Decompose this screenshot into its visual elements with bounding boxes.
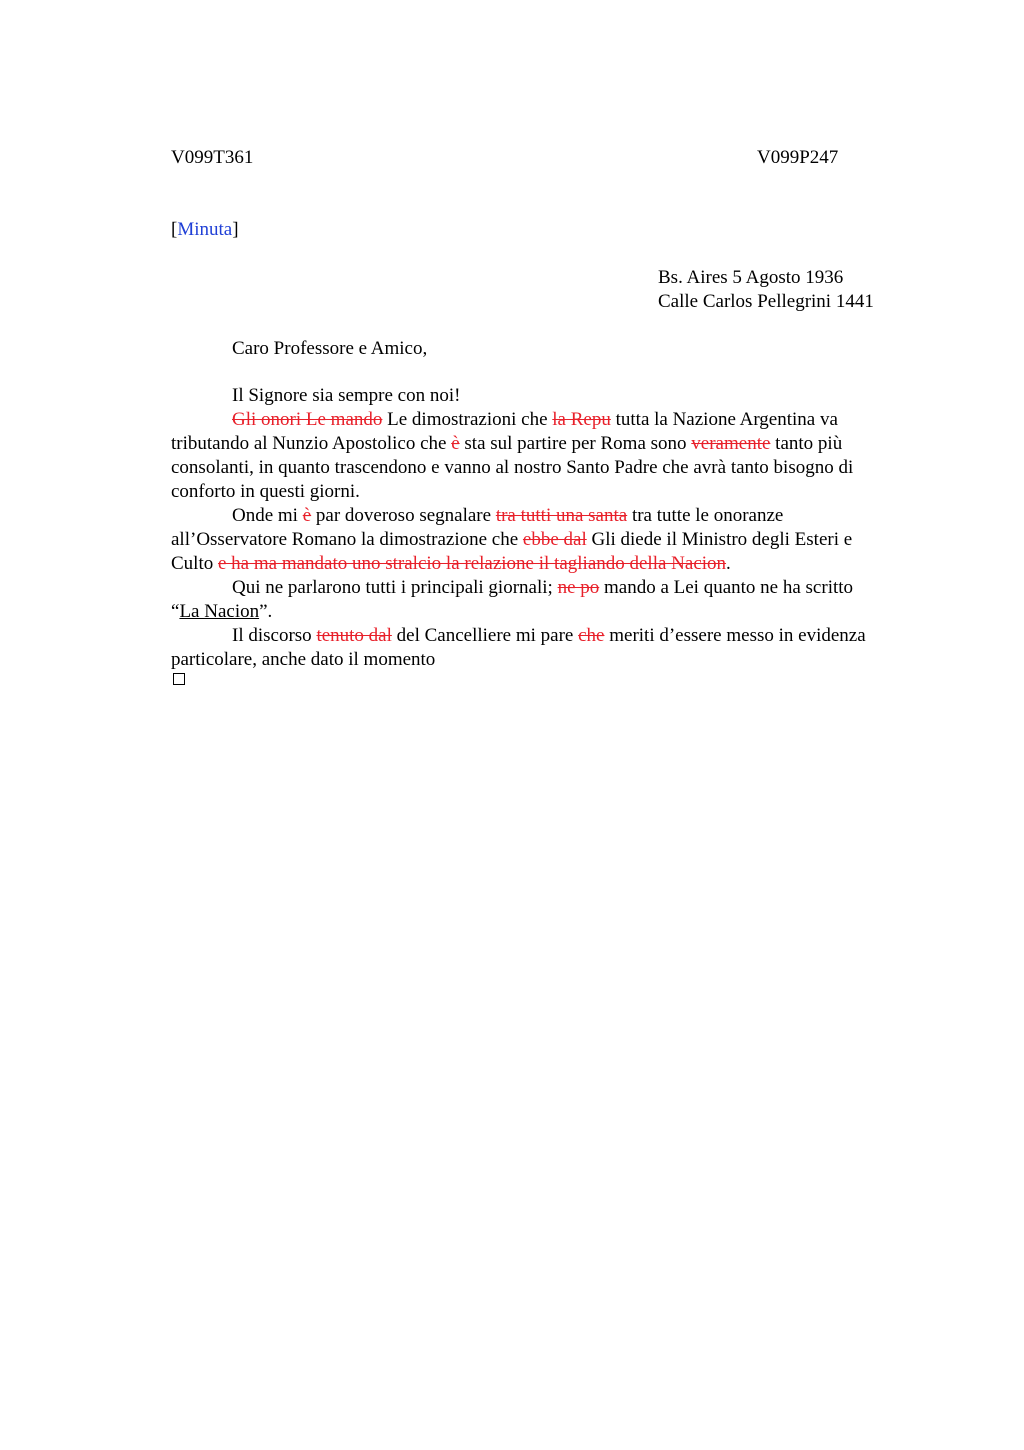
text-run: meriti d’essere messo in evidenza: [604, 625, 866, 646]
text-line: [171, 408, 931, 432]
text-line: [171, 600, 931, 624]
text-run: Il discorso: [232, 625, 317, 646]
paragraph-2: [171, 504, 931, 576]
letter-body: [171, 384, 931, 672]
checkbox-square[interactable]: [173, 673, 185, 685]
deletion: veramente: [691, 433, 771, 454]
text-run: all’Osservatore Romano la dimostrazione che: [171, 529, 523, 550]
text-line: [171, 504, 931, 528]
text-run: “: [171, 601, 180, 622]
salutation: Caro Professore e Amico,: [232, 338, 428, 359]
text-line: [171, 528, 931, 552]
text-run: Onde mi: [232, 505, 303, 526]
text-run: sta sul partire per Roma sono: [459, 433, 692, 454]
address-line-street: Calle Carlos Pellegrini 1441: [658, 291, 874, 312]
deletion: ebbe dal: [522, 529, 587, 550]
text-line: [171, 432, 931, 456]
text-run: Le dimostrazioni che: [382, 409, 553, 430]
text-line: [171, 456, 931, 480]
text-line: [171, 624, 931, 648]
paragraph-1: [171, 408, 931, 504]
text-line: [171, 648, 931, 672]
deletion: Gli onori Le mando: [232, 409, 383, 430]
bracket-open: [: [171, 219, 178, 240]
document-code-left: V099T361: [171, 147, 254, 168]
paragraph-greeting: [171, 384, 931, 408]
newspaper-title: La Nacion: [179, 601, 260, 622]
text-run: .: [726, 553, 731, 574]
document-type-label: [171, 218, 239, 242]
paragraph-4: [171, 624, 931, 672]
text-run: Culto: [171, 553, 218, 574]
deletion: e ha ma mandato uno stralcio la relazione il tagliando della Nacion: [217, 553, 727, 574]
document-code-right: V099P247: [757, 147, 839, 168]
text-run: consolanti, in quanto trascendono e vanno al nostro Santo Padre che avrà tanto bisogno di: [171, 457, 854, 478]
minuta-label: Minuta: [177, 219, 233, 240]
text-run: del Cancelliere mi pare: [391, 625, 579, 646]
text-run: mando a Lei quanto ne ha scritto: [599, 577, 854, 598]
text-line: [171, 576, 931, 600]
address-line-date: Bs. Aires 5 Agosto 1936: [658, 267, 844, 288]
text-run: tanto più: [770, 433, 843, 454]
paragraph-3: [171, 576, 931, 624]
text-line: [171, 480, 931, 504]
text-run: tributando al Nunzio Apostolico che: [171, 433, 452, 454]
deletion: tenuto dal: [316, 625, 392, 646]
greeting-text: Il Signore sia sempre con noi!: [232, 385, 461, 406]
text-line: [171, 552, 931, 576]
text-run: Qui ne parlarono tutti i principali giornali;: [232, 577, 558, 598]
deletion: è: [451, 433, 460, 454]
deletion: la Repu: [552, 409, 611, 430]
text-run: Gli diede il Ministro degli Esteri e: [586, 529, 853, 550]
bracket-close: ]: [232, 219, 239, 240]
text-run: tutta la Nazione Argentina va: [610, 409, 838, 430]
deletion: che: [578, 625, 605, 646]
text-run: par doveroso segnalare: [311, 505, 496, 526]
text-run: tra tutte le onoranze: [627, 505, 784, 526]
text-run: conforto in questi giorni.: [171, 481, 360, 502]
deletion: tra tutti una santa: [495, 505, 628, 526]
text-line: [171, 384, 931, 408]
text-run: ”.: [259, 601, 273, 622]
deletion: ne po: [557, 577, 600, 598]
text-run: particolare, anche dato il momento: [171, 649, 436, 670]
deletion: è: [302, 505, 312, 526]
